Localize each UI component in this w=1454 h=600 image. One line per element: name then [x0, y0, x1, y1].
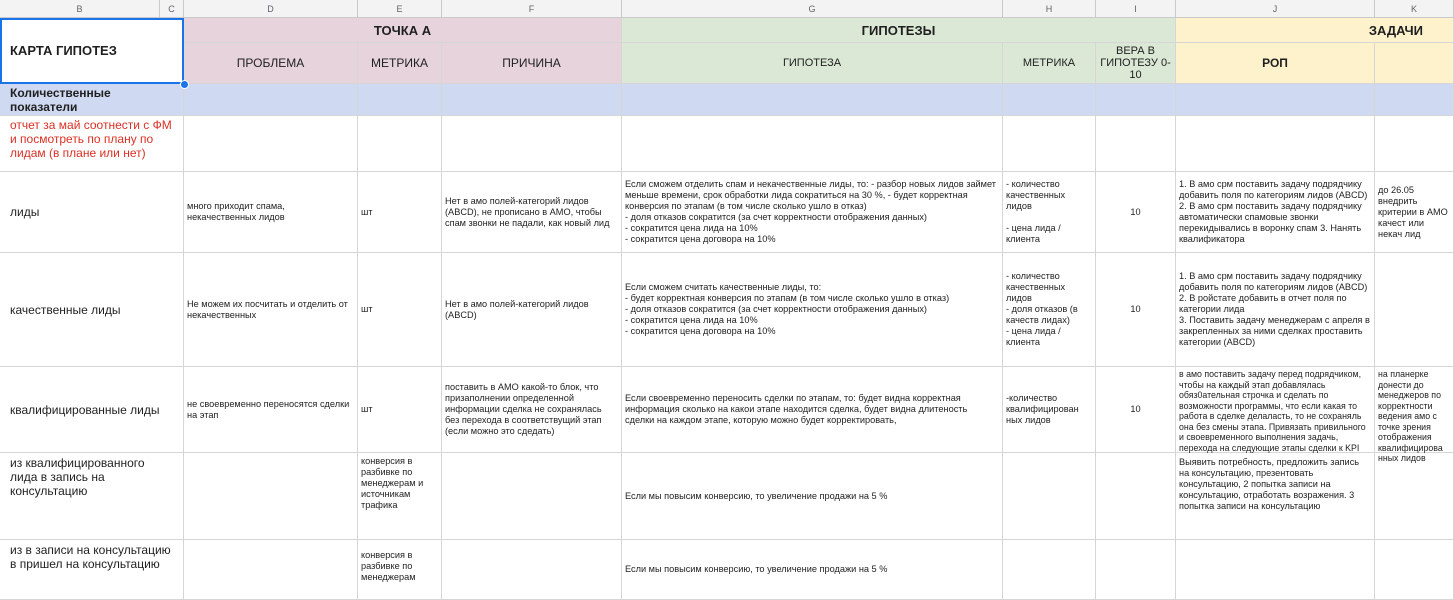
col-header-rop[interactable]: РОП	[1176, 43, 1375, 84]
reason-cell[interactable]	[442, 453, 622, 540]
tasks-cell[interactable]: до 26.05 внедрить критерии в АМО качест или некач лид	[1375, 172, 1454, 253]
table-cell[interactable]	[1375, 116, 1454, 172]
col-header-tasks-empty[interactable]	[1375, 43, 1454, 84]
column-header-i[interactable]: I	[1096, 0, 1176, 18]
column-header-j[interactable]: J	[1176, 0, 1375, 18]
column-header-e[interactable]: E	[358, 0, 442, 18]
metric-cell[interactable]: конверсия в разбивке по менеджерам	[358, 540, 442, 600]
section-cell[interactable]	[184, 84, 358, 116]
reason-cell[interactable]: поставить в АМО какой-то блок, что призаполнении определенной информации сделка не сохранялась без перехода в соответствущий этап (если можно это сдедать)	[442, 367, 622, 453]
group-header-tasks[interactable]: ЗАДАЧИ	[1176, 18, 1454, 43]
problem-cell[interactable]: не своевременно переносятся сделки на этап	[184, 367, 358, 453]
column-header-b[interactable]: B	[0, 0, 160, 18]
row-name-report[interactable]: отчет за май соотнести с ФМ и посмотреть по плану по лидам (в плане или нет)	[0, 116, 184, 172]
group-header-point-a[interactable]: ТОЧКА А	[184, 18, 622, 43]
group-header-hypotheses[interactable]: ГИПОТЕЗЫ	[622, 18, 1176, 43]
hypothesis-map-title[interactable]: КАРТА ГИПОТЕЗ	[0, 18, 184, 84]
metric-cell[interactable]: шт	[358, 253, 442, 367]
hypothesis-cell[interactable]: Если мы повысим конверсию, то увеличение продажи на 5 %	[622, 453, 1003, 540]
table-cell[interactable]	[1003, 116, 1096, 172]
metric2-cell[interactable]: -количество квалифицирован ных лидов	[1003, 367, 1096, 453]
belief-cell[interactable]	[1096, 453, 1176, 540]
metric-cell[interactable]: шт	[358, 172, 442, 253]
selection-fill-handle[interactable]	[180, 80, 189, 89]
tasks-cell[interactable]	[1375, 540, 1454, 600]
hypothesis-cell[interactable]: Если сможем считать качественные лиды, то: - будет корректная конверсия по этапам (в том числе сколько ушло в отказ) - доля отказов сократится (за счет корректности отображения данных) - сократится цена лида на 10% - сократится цена договора на 10%	[622, 253, 1003, 367]
section-cell[interactable]	[1375, 84, 1454, 116]
section-cell[interactable]	[358, 84, 442, 116]
hypothesis-cell[interactable]: Если мы повысим конверсию, то увеличение продажи на 5 %	[622, 540, 1003, 600]
column-header-k[interactable]: K	[1375, 0, 1454, 18]
col-header-problem[interactable]: ПРОБЛЕМА	[184, 43, 358, 84]
section-cell[interactable]	[442, 84, 622, 116]
tasks-cell[interactable]	[1375, 253, 1454, 367]
col-header-metric-2[interactable]: МЕТРИКА	[1003, 43, 1096, 84]
column-header-d[interactable]: D	[184, 0, 358, 18]
table-cell[interactable]	[358, 116, 442, 172]
row-name-qualified-to-consultation[interactable]: из квалифицированного лида в запись на консультацию	[0, 453, 184, 540]
section-cell[interactable]	[1096, 84, 1176, 116]
belief-cell[interactable]: 10	[1096, 172, 1176, 253]
table-cell[interactable]	[184, 116, 358, 172]
col-header-belief[interactable]: ВЕРА В ГИПОТЕЗУ 0-10	[1096, 43, 1176, 84]
belief-cell[interactable]: 10	[1096, 253, 1176, 367]
col-header-reason[interactable]: ПРИЧИНА	[442, 43, 622, 84]
row-name-qualified-leads[interactable]: квалифицированные лиды	[0, 367, 184, 453]
problem-cell[interactable]: много приходит спама, некачественных лидов	[184, 172, 358, 253]
col-header-metric[interactable]: МЕТРИКА	[358, 43, 442, 84]
hypothesis-cell[interactable]: Если сможем отделить спам и некачественные лиды, то: - разбор новых лидов займет меньше времени, срок обработки лида сократиться на 30 %, - будет корректная конверсия по этапам (в том числе сколько ушло в отказ) - доля отказов сократится (за счет корректности отображения данных) - сократится цена лида на 10% - сократится цена договора на 10%	[622, 172, 1003, 253]
belief-cell[interactable]	[1096, 540, 1176, 600]
metric-cell[interactable]: конверсия в разбивке по менеджерам и источникам трафика	[358, 453, 442, 540]
rop-cell[interactable]: Выявить потребность, предложить запись на консультацию, презентовать консультацию, 2 попытка записи на консультацию, отработать возражения. 3 попытка записи на консультацию	[1176, 453, 1375, 540]
row-name-quality-leads[interactable]: качественные лиды	[0, 253, 184, 367]
column-header-h[interactable]: H	[1003, 0, 1096, 18]
metric2-cell[interactable]: - количество качественных лидов - цена лида / клиента	[1003, 172, 1096, 253]
problem-cell[interactable]	[184, 453, 358, 540]
metric2-cell[interactable]	[1003, 540, 1096, 600]
problem-cell[interactable]: Не можем их посчитать и отделить от некачественных	[184, 253, 358, 367]
section-cell[interactable]	[1003, 84, 1096, 116]
column-header-c[interactable]: C	[160, 0, 184, 18]
metric-cell[interactable]: шт	[358, 367, 442, 453]
table-cell[interactable]	[442, 116, 622, 172]
table-cell[interactable]	[1096, 116, 1176, 172]
reason-cell[interactable]	[442, 540, 622, 600]
section-cell[interactable]	[1176, 84, 1375, 116]
table-cell[interactable]	[1176, 116, 1375, 172]
section-cell[interactable]	[622, 84, 1003, 116]
table-cell[interactable]	[622, 116, 1003, 172]
reason-cell[interactable]: Нет в амо полей-категорий лидов (ABCD), не прописано в АМО, чтобы спам звонки не падали, как новый лид	[442, 172, 622, 253]
metric2-cell[interactable]: - количество качественных лидов - доля отказов (в качеств лидах) - цена лида / клиента	[1003, 253, 1096, 367]
problem-cell[interactable]	[184, 540, 358, 600]
column-header-g[interactable]: G	[622, 0, 1003, 18]
rop-cell[interactable]: 1. В амо срм поставить задачу подрядчику добавить поля по категориям лидов (ABCD) 2. В ройстате добавить в отчет поля по категории лида 3. Поставить задачу менеджерам с апреля в закрепленных за ними сделках проставить категории (ABCD)	[1176, 253, 1375, 367]
row-name-booked-to-attended[interactable]: из в записи на консультацию в пришел на консультацию	[0, 540, 184, 600]
reason-cell[interactable]: Нет в амо полей-категорий лидов (ABCD)	[442, 253, 622, 367]
metric2-cell[interactable]	[1003, 453, 1096, 540]
col-header-hypothesis[interactable]: ГИПОТЕЗА	[622, 43, 1003, 84]
rop-cell[interactable]	[1176, 540, 1375, 600]
hypothesis-cell[interactable]: Если своевременно переносить сделки по этапам, то: будет видна корректная информация сколько на какои этапе находится сделка, будет видна длитеность сделки на каждом этапе, которую можно будет корректировать,	[622, 367, 1003, 453]
rop-cell[interactable]: в амо поставить задачу перед подрядчиком, чтобы на каждый этап добавлялась обяз0ательная строчка и сделать по возможности программы, что если какая то работа в сделке делаласть, то не сохраняль она без смены этапа. Привязать привильного и своевременного выполнения задачь, перехода на следующие этапы сделки к KPI	[1176, 367, 1375, 453]
section-label[interactable]: Количественные показатели	[0, 84, 184, 116]
tasks-cell[interactable]: на планерке донести до менеджеров по корректности ведения амо с точке зрения отображения квалифицирова нных лидов	[1375, 367, 1454, 453]
rop-cell[interactable]: 1. В амо срм поставить задачу подрядчику добавить поля по категориям лидов (ABCD) 2. В амо срм поставить задачу подрядчику автоматически спамовые звонки перекидывались в воронку спам 3. Нанять квалификатора	[1176, 172, 1375, 253]
column-header-f[interactable]: F	[442, 0, 622, 18]
tasks-cell[interactable]	[1375, 453, 1454, 540]
belief-cell[interactable]: 10	[1096, 367, 1176, 453]
row-name-leads[interactable]: лиды	[0, 172, 184, 253]
